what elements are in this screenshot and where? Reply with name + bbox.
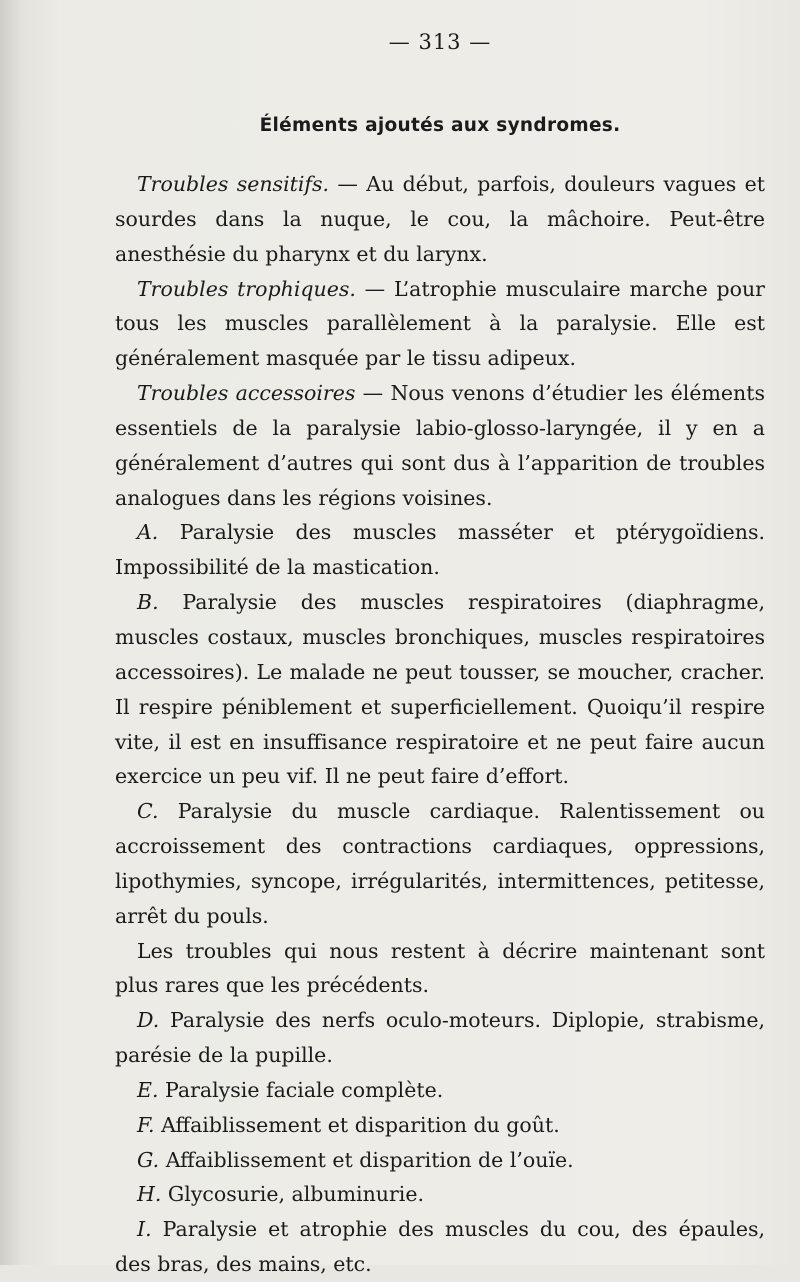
paragraph-label: B. — [137, 590, 159, 615]
paragraph-transition — [115, 934, 765, 1004]
paragraph-label: E. — [137, 1077, 159, 1102]
paragraph-i — [115, 1212, 765, 1282]
paragraph-text: Paralysie du muscle cardiaque. Ralentissement ou accroissement des contractions cardiaques, oppressions, lipothymies, syncope, irrégularités, intermittences, petitesse, arrêt du pouls. — [115, 799, 765, 928]
paragraph-text: Affaiblissement et disparition du goût. — [154, 1112, 560, 1137]
body-text — [115, 167, 765, 1282]
paragraph-label: I. — [137, 1217, 152, 1242]
paragraph-text: Paralysie et atrophie des muscles du cou, des épaules, des bras, des mains, etc. — [115, 1217, 765, 1277]
paragraph-d — [115, 1003, 765, 1073]
paragraph-text: Paralysie des nerfs oculo-moteurs. Diplopie, strabisme, parésie de la pupille. — [115, 1008, 765, 1068]
paragraph-text: — L’atrophie musculaire marche pour tous les muscles parallèlement à la paralysie. Elle est généralement masquée par le tissu adipeux. — [115, 276, 765, 371]
paragraph-label: Troubles accessoires — [137, 381, 356, 406]
section-heading: Éléments ajoutés aux syndromes. — [259, 115, 621, 136]
paragraph-label: H. — [137, 1182, 162, 1207]
paragraph-h — [115, 1177, 765, 1212]
paragraph-g — [115, 1143, 765, 1178]
paragraph-text: Paralysie faciale complète. — [158, 1077, 444, 1102]
paragraph-a — [115, 515, 765, 585]
paragraph-text: — Au début, parfois, douleurs vagues et sourdes dans la nuque, le cou, la mâchoire. Peut-être anesthésie du pharynx et du larynx. — [115, 172, 765, 266]
paragraph-label: D. — [137, 1008, 160, 1033]
paragraph-e — [115, 1073, 765, 1108]
paragraph-text: Affaiblissement et disparition de l’ouïe. — [159, 1147, 574, 1172]
paragraph-label: A. — [137, 520, 159, 545]
paragraph-label: Troubles sensitifs. — [137, 172, 330, 196]
paragraph-label: Troubles trophiques. — [137, 276, 356, 301]
paragraph-sensitifs — [115, 167, 765, 272]
paragraph-text: Glycosurie, albuminurie. — [161, 1182, 425, 1207]
paragraph-text: Paralysie des muscles respiratoires (diaphragme, muscles costaux, muscles bronchiques, muscles respiratoires accessoires). Le malade ne peut tousser, se moucher, cracher. Il respire péniblement et superficiellement. Quoiqu’il respire vite, il est en insuffisance respiratoire et ne peut faire aucun exercice un peu vif. Il ne peut faire d’effort. — [115, 590, 765, 789]
paragraph-text: Les troubles qui nous restent à décrire maintenant sont plus rares que les précédents. — [115, 938, 765, 998]
paragraph-text: Paralysie des muscles masséter et ptérygoïdiens. Impossibilité de la mastication. — [115, 520, 765, 580]
paragraph-f — [115, 1108, 765, 1143]
paragraph-label: C. — [137, 799, 159, 824]
paragraph-label: G. — [137, 1147, 160, 1172]
paragraph-b — [115, 585, 765, 794]
paragraph-c — [115, 794, 765, 933]
paragraph-accessoires — [115, 376, 765, 515]
paragraph-trophiques — [115, 272, 765, 377]
paragraph-text: — Nous venons d’étudier les éléments essentiels de la paralysie labio-glosso-laryngée, il y en a généralement d’autres qui sont dus à l’apparition de troubles analogues dans les régions voisines. — [115, 381, 765, 510]
page-number: — 313 — — [388, 30, 492, 54]
paragraph-label: F. — [137, 1112, 155, 1137]
